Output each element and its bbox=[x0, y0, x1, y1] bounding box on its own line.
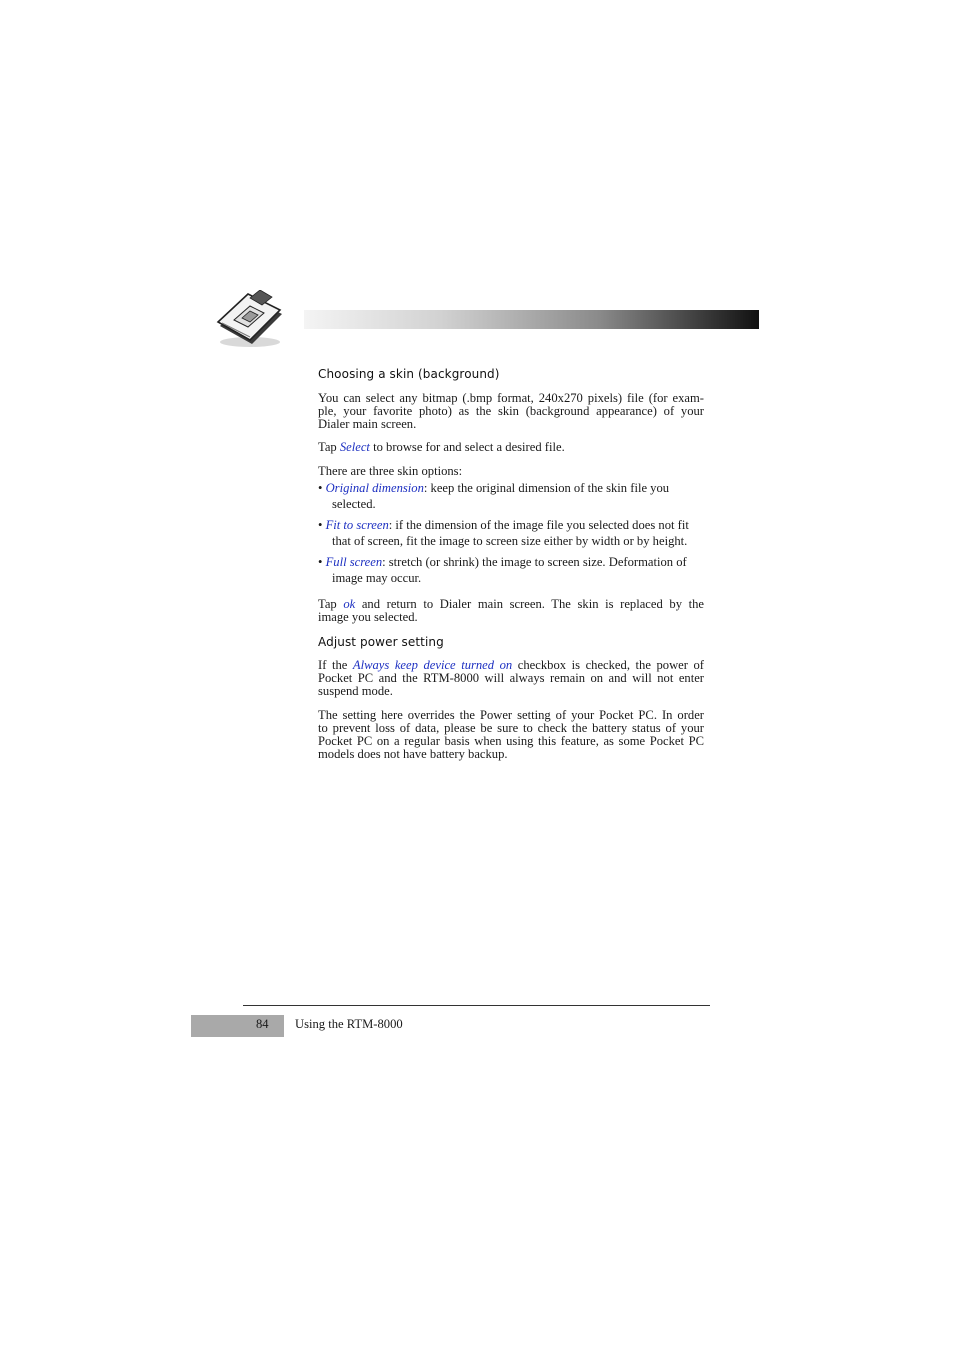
bullet: • bbox=[318, 481, 323, 495]
full-screen-link[interactable]: Full screen bbox=[325, 555, 383, 569]
text-line: image may occur. bbox=[332, 571, 422, 585]
page-number: 84 bbox=[256, 1017, 269, 1031]
text-line: to prevent loss of data, please be sure to check the battery status of your bbox=[318, 721, 704, 735]
text-fragment: : stretch (or shrink) the image to screen size. Deformation of bbox=[382, 555, 687, 569]
section-heading-skin: Choosing a skin (background) bbox=[318, 367, 500, 381]
bullet: • bbox=[318, 555, 323, 569]
text-fragment: to browse for and select a desired file. bbox=[369, 440, 565, 454]
skin-intro-paragraph bbox=[318, 392, 704, 431]
text-line: Pocket PC on a regular basis when using this feature, as some Pocket PC bbox=[318, 734, 704, 748]
original-dimension-link[interactable]: Original dimension bbox=[325, 481, 424, 495]
section-heading-power: Adjust power setting bbox=[318, 635, 444, 649]
footer-title: Using the RTM-8000 bbox=[295, 1017, 403, 1031]
text-line: that of screen, fit the image to screen size either by width or by height. bbox=[332, 534, 688, 548]
power-warning-paragraph bbox=[318, 709, 704, 761]
text-line: models does not have battery backup. bbox=[318, 747, 508, 761]
options-intro: There are three skin options: bbox=[318, 464, 463, 478]
text-line: suspend mode. bbox=[318, 684, 393, 698]
power-intro-paragraph bbox=[318, 659, 704, 698]
text-fragment: Tap bbox=[318, 440, 340, 454]
header-gradient-bar bbox=[304, 310, 759, 329]
text-line: Pocket PC and the RTM-8000 will always remain on and will not enter bbox=[318, 671, 704, 685]
always-keep-device-on-link[interactable]: Always keep device turned on bbox=[352, 658, 513, 672]
text-line: image you selected. bbox=[318, 610, 418, 624]
footer-rule bbox=[243, 1005, 710, 1006]
text-fragment: checkbox is checked, the power of bbox=[512, 658, 705, 672]
bullet: • bbox=[318, 518, 323, 532]
text-fragment: : keep the original dimension of the skin file you bbox=[423, 481, 670, 495]
text-fragment: and return to Dialer main screen. The skin is replaced by the bbox=[355, 597, 704, 611]
select-link[interactable]: Select bbox=[339, 440, 370, 454]
text-fragment: Tap bbox=[318, 597, 344, 611]
tap-ok-paragraph bbox=[318, 598, 704, 624]
option-list-item bbox=[318, 554, 708, 586]
text-line: You can select any bitmap (.bmp format, 240x270 pixels) file (for exam- bbox=[318, 391, 704, 405]
text-fragment: : if the dimension of the image file you selected does not fit bbox=[388, 518, 689, 532]
page-number-box bbox=[191, 1015, 284, 1037]
ok-link[interactable]: ok bbox=[343, 597, 356, 611]
text-line: The setting here overrides the Power setting of your Pocket PC. In order bbox=[318, 708, 704, 722]
text-line: ple, your favorite photo) as the skin (background appearance) of your bbox=[318, 404, 704, 418]
option-list-item bbox=[318, 480, 708, 512]
text-fragment: If the bbox=[318, 658, 353, 672]
tap-select-paragraph bbox=[318, 441, 565, 454]
text-line: Dialer main screen. bbox=[318, 417, 417, 431]
option-list-item bbox=[318, 517, 708, 549]
fit-to-screen-link[interactable]: Fit to screen bbox=[325, 518, 389, 532]
text-line: selected. bbox=[332, 497, 376, 511]
memory-card-icon bbox=[214, 290, 286, 350]
